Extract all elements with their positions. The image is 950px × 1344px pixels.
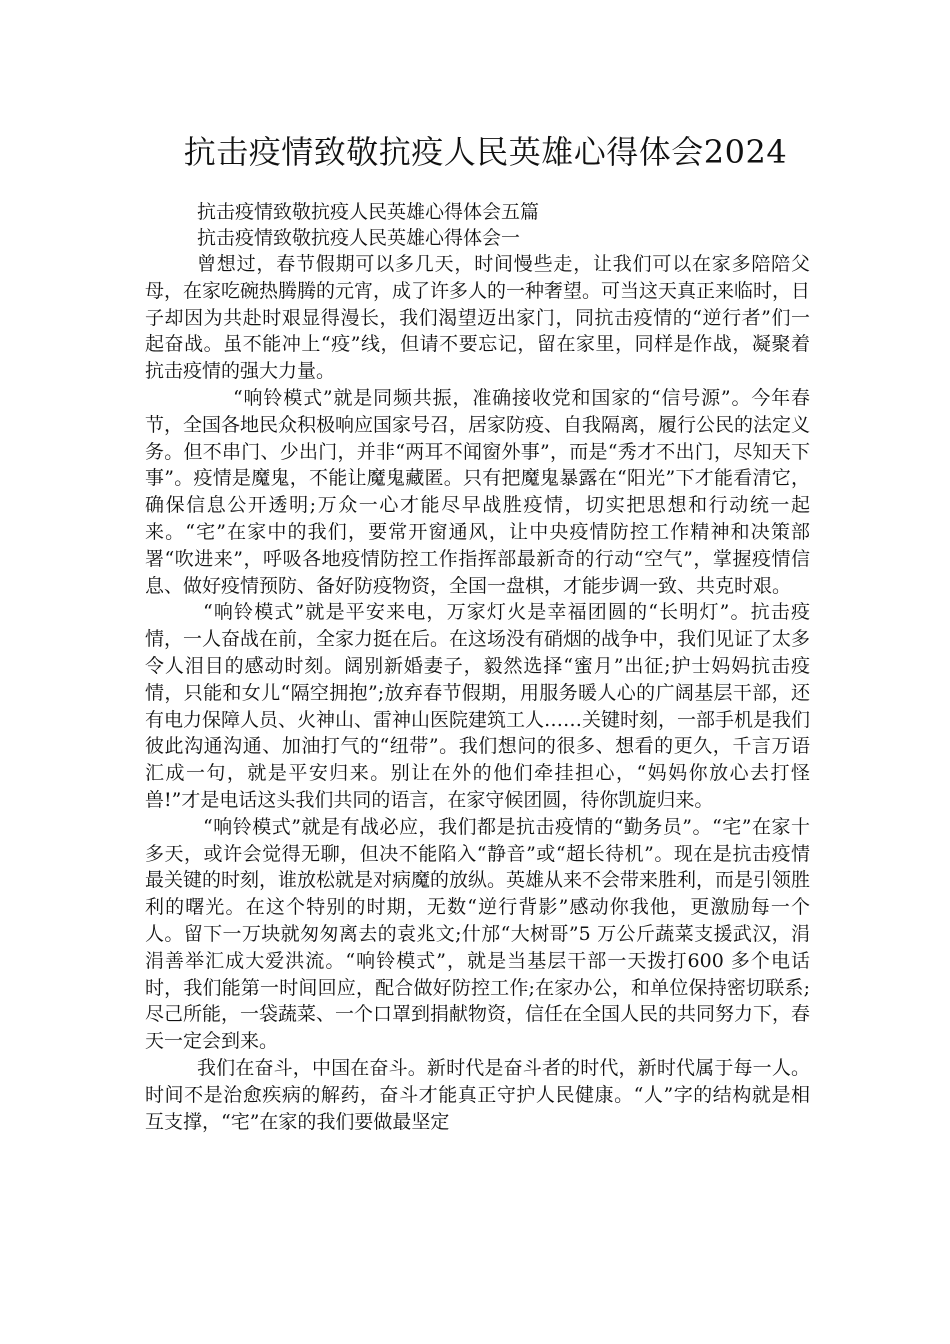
paragraph-5: 我们在奋斗，中国在奋斗。新时代是奋斗者的时代，新时代属于每一人。时间不是治愈疾病的解药，奋斗才能真正守护人民健康。“人”字的结构就是相互支撑，“宅”在家的我们要做最坚定: [145, 1056, 810, 1133]
section-heading: 抗击疫情致敬抗疫人民英雄心得体会一: [197, 227, 521, 249]
document-title: 抗击疫情致敬抗疫人民英雄心得体会2024: [183, 133, 788, 171]
paragraph-4: “响铃模式”就是有战必应，我们都是抗击疫情的“勤务员”。“宅”在家十多天，或许会觉得无聊，但决不能陷入“静音”或“超长待机”。现在是抗击疫情最关键的时刻，谁放松就是对病魔的放纵。英雄从来不会带来胜利，而是引领胜利的曙光。在这个特别的时期，无数“逆行背影”感动你我他，更激励每一个人。留下一万块就匆匆离去的袁兆文;什邡“大树哥”5 万公斤蔬菜支援武汉，涓涓善举汇成大爱洪流。“响铃模式”，就是当基层干部一天拨打600 多个电话时，我们能第一时间回应，配合做好防控工作;在家办公，和单位保持密切联系;尽己所能，一袋蔬菜、一个口罩到捐献物资，信任在全国人民的共同努力下，春天一定会到来。: [145, 815, 811, 1053]
paragraph-1: 曾想过，春节假期可以多几天，时间慢些走，让我们可以在家多陪陪父母，在家吃碗热腾腾的元宵，成了许多人的一种奢望。可当这天真正来临时，日子却因为共赴时艰显得漫长，我们渴望迈出家门，同抗击疫情的“逆行者”们一起奋战。虽不能冲上“疫”线，但请不要忘记，留在家里，同样是作战，凝聚着抗击疫情的强大力量。: [145, 253, 811, 383]
paragraph-2: “响铃模式”就是同频共振，准确接收党和国家的“信号源”。今年春节，全国各地民众积极响应国家号召，居家防疫、自我隔离，履行公民的法定义务。但不串门、少出门，并非“两耳不闻窗外事”，而是“秀才不出门，尽知天下事”。疫情是魔鬼，不能让魔鬼藏匿。只有把魔鬼暴露在“阳光”下才能看清它，确保信息公开透明;万众一心才能尽早战胜疫情，切实把思想和行动统一起来。“宅”在家中的我们，要常开窗通风，让中央疫情防控工作精神和决策部署“吹进来”，呼吸各地疫情防控工作指挥部最新奇的行动“空气”，掌握疫情信息、做好疫情预防、备好防疫物资，全国一盘棋，才能步调一致、共克时艰。: [145, 386, 811, 597]
document-page: [145, 0, 810, 1135]
paragraph-3: “响铃模式”就是平安来电，万家灯火是幸福团圆的“长明灯”。抗击疫情，一人奋战在前，全家力挺在后。在这场没有硝烟的战争中，我们见证了太多令人泪目的感动时刻。阔别新婚妻子，毅然选择“蜜月”出征;护士妈妈抗击疫情，只能和女儿“隔空拥抱”;放弃春节假期，用服务暖人心的广阔基层干部，还有电力保障人员、火神山、雷神山医院建筑工人……关键时刻，一部手机是我们彼此沟通沟通、加油打气的“纽带”。我们想问的很多、想看的更久，千言万语汇成一句，就是平安归来。别让在外的他们牵挂担心，“妈妈你放心去打怪兽!”才是电话这头我们共同的语言，在家守候团圆，待你凯旋归来。: [145, 601, 811, 811]
collection-heading: 抗击疫情致敬抗疫人民英雄心得体会五篇: [197, 201, 540, 223]
